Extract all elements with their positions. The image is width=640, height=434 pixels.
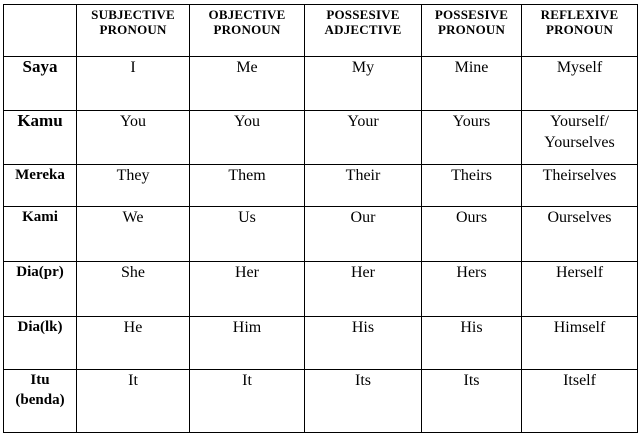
table-cell: Us xyxy=(190,207,305,262)
table-cell: Our xyxy=(305,207,422,262)
table-cell: Ours xyxy=(422,207,522,262)
table-cell: Its xyxy=(422,370,522,433)
header-objective-pronoun: OBJECTIVE PRONOUN xyxy=(190,5,305,57)
row-label: Dia(lk) xyxy=(4,317,77,370)
table-cell: Ourselves xyxy=(522,207,638,262)
table-cell: Its xyxy=(305,370,422,433)
row-label: Mereka xyxy=(4,165,77,207)
header-row xyxy=(4,5,638,57)
table-cell: Her xyxy=(190,262,305,317)
row-label: Dia(pr) xyxy=(4,262,77,317)
header-possesive-pronoun: POSSESIVE PRONOUN xyxy=(422,5,522,57)
table-cell: Theirselves xyxy=(522,165,638,207)
table-cell: Theirs xyxy=(422,165,522,207)
table-row xyxy=(4,111,638,165)
table-cell: She xyxy=(77,262,190,317)
pronoun-table xyxy=(3,4,638,433)
row-label: Itu (benda) xyxy=(4,370,77,433)
table-cell: Them xyxy=(190,165,305,207)
table-cell: His xyxy=(422,317,522,370)
table-cell: They xyxy=(77,165,190,207)
header-possesive-adjective: POSSESIVE ADJECTIVE xyxy=(305,5,422,57)
table-cell: His xyxy=(305,317,422,370)
table-cell: Their xyxy=(305,165,422,207)
table-cell: Himself xyxy=(522,317,638,370)
table-cell: Yourself/ Yourselves xyxy=(522,111,638,165)
table-cell: Itself xyxy=(522,370,638,433)
table-cell: Yours xyxy=(422,111,522,165)
table-row xyxy=(4,317,638,370)
table-cell: Your xyxy=(305,111,422,165)
row-label: Kamu xyxy=(4,111,77,165)
table-cell: Myself xyxy=(522,57,638,111)
table-row xyxy=(4,370,638,433)
header-reflexive-pronoun: REFLEXIVE PRONOUN xyxy=(522,5,638,57)
table-cell: Mine xyxy=(422,57,522,111)
table-cell: You xyxy=(190,111,305,165)
table-cell: Me xyxy=(190,57,305,111)
table-row xyxy=(4,57,638,111)
table-cell: You xyxy=(77,111,190,165)
table-cell: Him xyxy=(190,317,305,370)
header-corner xyxy=(4,5,77,57)
table-row xyxy=(4,207,638,262)
row-label: Saya xyxy=(4,57,77,111)
header-subjective-pronoun: SUBJECTIVE PRONOUN xyxy=(77,5,190,57)
table-cell: Her xyxy=(305,262,422,317)
table-row xyxy=(4,262,638,317)
row-label: Kami xyxy=(4,207,77,262)
table-cell: He xyxy=(77,317,190,370)
table-cell: Hers xyxy=(422,262,522,317)
table-cell: We xyxy=(77,207,190,262)
table-cell: I xyxy=(77,57,190,111)
table-cell: It xyxy=(77,370,190,433)
table-cell: Herself xyxy=(522,262,638,317)
table-cell: My xyxy=(305,57,422,111)
table-cell: It xyxy=(190,370,305,433)
table-row xyxy=(4,165,638,207)
